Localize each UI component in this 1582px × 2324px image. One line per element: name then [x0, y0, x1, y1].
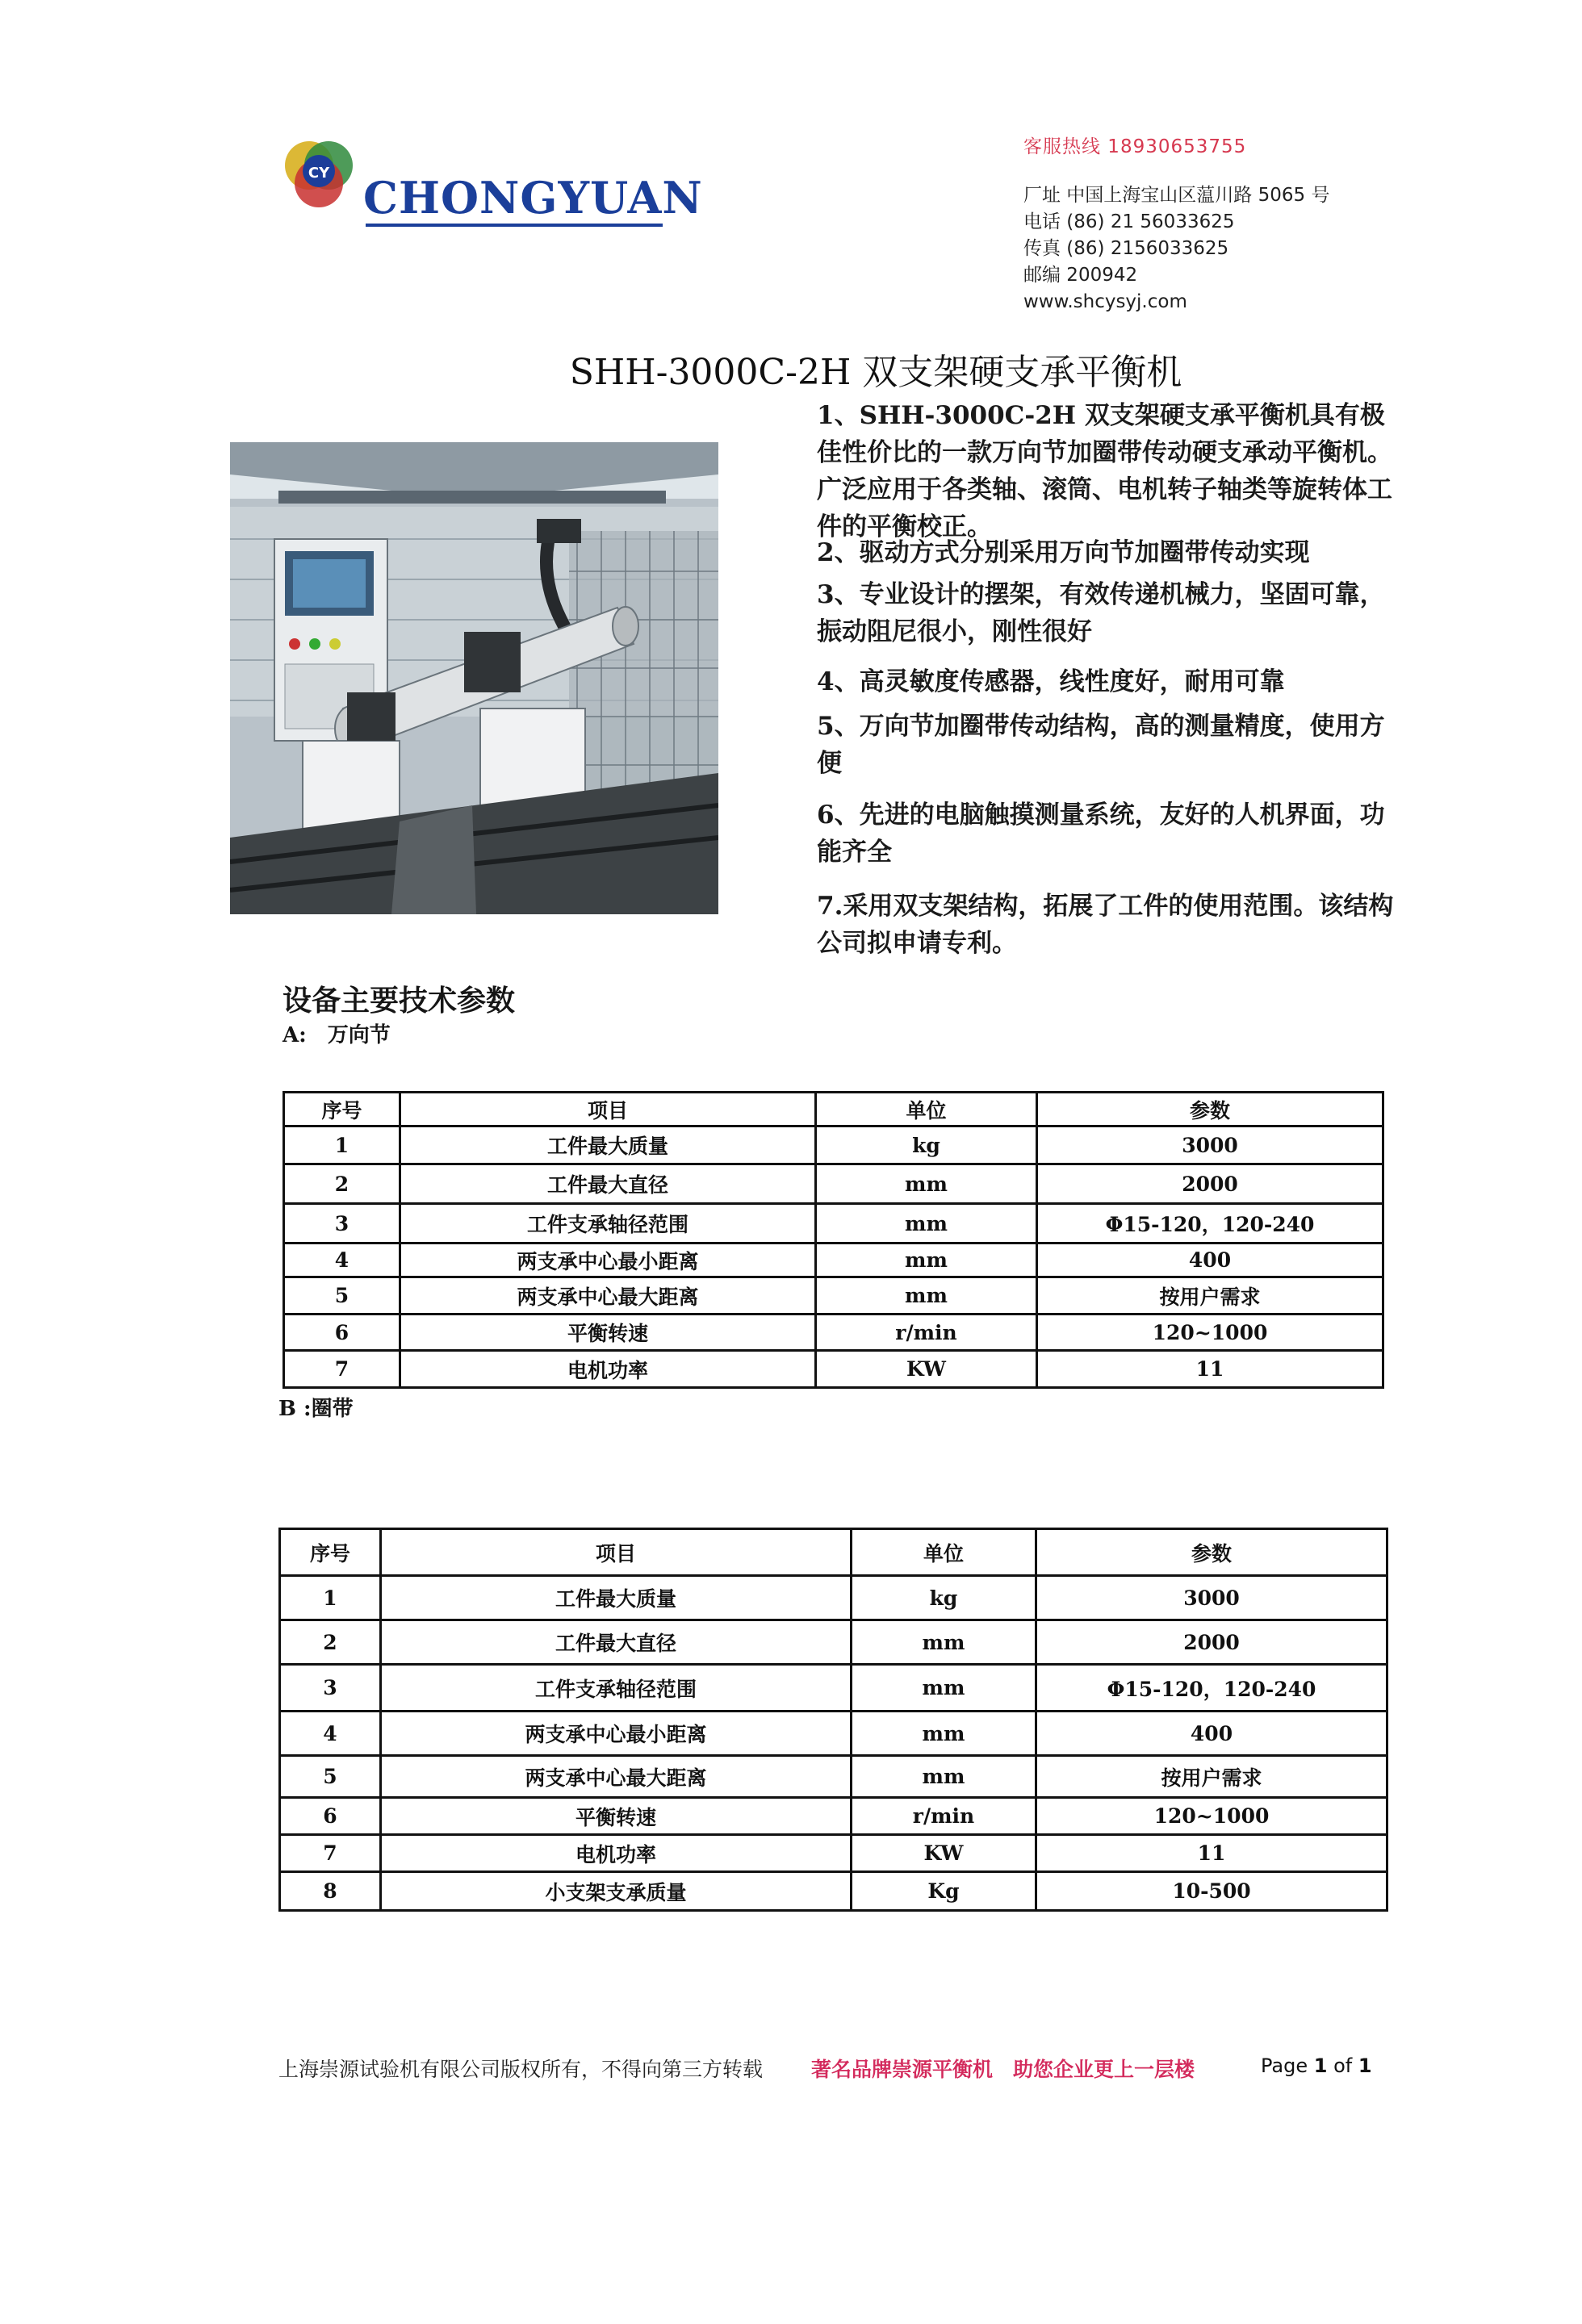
table-row: [280, 1798, 1387, 1835]
section-a-label: A: 万向节: [282, 1023, 391, 1047]
row-value: Φ15-120，120-240: [1037, 1204, 1383, 1244]
row-item: 两支承中心最小距离: [381, 1712, 852, 1756]
row-unit: mm: [816, 1164, 1037, 1204]
header-index: 序号: [280, 1529, 381, 1576]
row-value: 11: [1037, 1351, 1383, 1388]
row-index: 6: [280, 1798, 381, 1835]
feature-item-5: 5、万向节加圈带传动结构，高的测量精度，使用方便: [817, 712, 1385, 778]
company-logo: [278, 133, 703, 238]
row-index: 5: [284, 1277, 400, 1315]
contact-info: [1023, 182, 1329, 316]
row-value: 11: [1036, 1835, 1387, 1872]
table-row: [280, 1872, 1387, 1911]
row-item: 两支承中心最大距离: [381, 1756, 852, 1798]
row-unit: r/min: [852, 1798, 1036, 1835]
service-hotline: 客服热线 18930653755: [1023, 136, 1247, 157]
table-header-row: [280, 1529, 1387, 1576]
document-title: SHH-3000C-2H 双支架硬支承平衡机: [569, 352, 1182, 393]
header-index: 序号: [284, 1093, 400, 1126]
row-index: 5: [280, 1756, 381, 1798]
row-index: 1: [284, 1126, 400, 1164]
fax-number: 传真 (86) 2156033625: [1023, 238, 1229, 259]
row-index: 2: [280, 1620, 381, 1665]
row-item: 平衡转速: [400, 1315, 816, 1351]
page-current: 1: [1313, 2054, 1328, 2077]
logo-underline: [366, 224, 663, 227]
row-unit: mm: [852, 1665, 1036, 1712]
feature-item-3: 3、专业设计的摆架，有效传递机械力，坚固可靠，振动阻尼很小，刚性很好: [817, 580, 1385, 646]
row-value: 400: [1036, 1712, 1387, 1756]
row-index: 4: [284, 1244, 400, 1277]
table-row: [280, 1756, 1387, 1798]
feature-item-6: 6、先进的电脑触摸测量系统，友好的人机界面，功能齐全: [817, 800, 1385, 867]
spec-table-belt: [278, 1528, 1388, 1912]
table-row: [284, 1164, 1383, 1204]
row-value: 120~1000: [1036, 1798, 1387, 1835]
table-row: [284, 1204, 1383, 1244]
section-b-label: B :圈带: [278, 1397, 354, 1421]
row-unit: mm: [816, 1244, 1037, 1277]
row-unit: r/min: [816, 1315, 1037, 1351]
table-header-row: [284, 1093, 1383, 1126]
feature-item-2: 2、驱动方式分别采用万向节加圈带传动实现: [817, 538, 1310, 567]
header-value: 参数: [1037, 1093, 1383, 1126]
header-item: 项目: [400, 1093, 816, 1126]
logo-mark-icon: [278, 133, 359, 214]
row-item: 平衡转速: [381, 1798, 852, 1835]
row-unit: KW: [852, 1835, 1036, 1872]
document-title-wrap: [0, 343, 1582, 395]
specs-heading: 设备主要技术参数: [282, 984, 516, 1018]
factory-address: 厂址 中国上海宝山区蕰川路 5065 号: [1023, 185, 1330, 206]
row-item: 工件支承轴径范围: [400, 1204, 816, 1244]
header-unit: 单位: [852, 1529, 1036, 1576]
table-row: [280, 1712, 1387, 1756]
page-total: 1: [1358, 2054, 1372, 2077]
row-index: 3: [284, 1204, 400, 1244]
row-value: 3000: [1037, 1126, 1383, 1164]
table-row: [280, 1835, 1387, 1872]
svg-text:CY: CY: [308, 165, 330, 182]
page-word: Page: [1261, 2054, 1308, 2077]
row-item: 工件最大直径: [381, 1620, 852, 1665]
row-unit: mm: [816, 1204, 1037, 1244]
row-index: 4: [280, 1712, 381, 1756]
row-unit: kg: [852, 1576, 1036, 1620]
row-item: 工件支承轴径范围: [381, 1665, 852, 1712]
row-item: 工件最大质量: [400, 1126, 816, 1164]
row-value: 2000: [1037, 1164, 1383, 1204]
feature-item-1: 1、SHH-3000C-2H 双支架硬支承平衡机具有极佳性价比的一款万向节加圈带传动硬支承动平衡机。广泛应用于各类轴、滚筒、电机转子轴类等旋转体工件的平衡校正。: [817, 401, 1392, 541]
row-value: 120~1000: [1037, 1315, 1383, 1351]
row-item: 工件最大质量: [381, 1576, 852, 1620]
row-unit: mm: [852, 1756, 1036, 1798]
logo-text: CHONGYUAN: [363, 172, 703, 224]
product-photo: [230, 442, 718, 914]
row-index: 6: [284, 1315, 400, 1351]
row-unit: Kg: [852, 1872, 1036, 1911]
page-indicator: [1261, 2054, 1372, 2077]
table-row: [284, 1244, 1383, 1277]
row-index: 7: [280, 1835, 381, 1872]
row-unit: kg: [816, 1126, 1037, 1164]
row-value: 3000: [1036, 1576, 1387, 1620]
table-row: [280, 1665, 1387, 1712]
row-value: 2000: [1036, 1620, 1387, 1665]
table-row: [284, 1351, 1383, 1388]
row-value: 按用户需求: [1037, 1277, 1383, 1315]
row-value: 按用户需求: [1036, 1756, 1387, 1798]
row-item: 两支承中心最大距离: [400, 1277, 816, 1315]
website-link[interactable]: www.shcysyj.com: [1023, 291, 1187, 312]
row-item: 小支架支承质量: [381, 1872, 852, 1911]
spec-table-universal-joint: [282, 1091, 1384, 1389]
header-value: 参数: [1036, 1529, 1387, 1576]
feature-item-4: 4、高灵敏度传感器，线性度好，耐用可靠: [817, 667, 1285, 696]
table-row: [280, 1620, 1387, 1665]
row-value: 10-500: [1036, 1872, 1387, 1911]
row-index: 8: [280, 1872, 381, 1911]
footer-copyright: 上海崇源试验机有限公司版权所有，不得向第三方转载: [278, 2058, 764, 2081]
row-unit: mm: [852, 1712, 1036, 1756]
table-row: [284, 1277, 1383, 1315]
row-unit: KW: [816, 1351, 1037, 1388]
feature-item-7: 7.采用双支架结构，拓展了工件的使用范围。该结构公司拟申请专利。: [817, 892, 1394, 958]
footer-slogan: 著名品牌崇源平衡机 助您企业更上一层楼: [811, 2058, 1195, 2081]
header-unit: 单位: [816, 1093, 1037, 1126]
table-row: [284, 1315, 1383, 1351]
row-item: 电机功率: [381, 1835, 852, 1872]
row-item: 两支承中心最小距离: [400, 1244, 816, 1277]
row-index: 7: [284, 1351, 400, 1388]
row-value: 400: [1037, 1244, 1383, 1277]
row-value: Φ15-120，120-240: [1036, 1665, 1387, 1712]
table-row: [280, 1576, 1387, 1620]
header-item: 项目: [381, 1529, 852, 1576]
phone-number: 电话 (86) 21 56033625: [1023, 211, 1235, 232]
row-item: 工件最大直径: [400, 1164, 816, 1204]
row-index: 2: [284, 1164, 400, 1204]
row-unit: mm: [816, 1277, 1037, 1315]
row-index: 3: [280, 1665, 381, 1712]
row-index: 1: [280, 1576, 381, 1620]
row-unit: mm: [852, 1620, 1036, 1665]
row-item: 电机功率: [400, 1351, 816, 1388]
table-row: [284, 1126, 1383, 1164]
postal-code: 邮编 200942: [1023, 265, 1138, 286]
page-of: of: [1333, 2054, 1353, 2077]
